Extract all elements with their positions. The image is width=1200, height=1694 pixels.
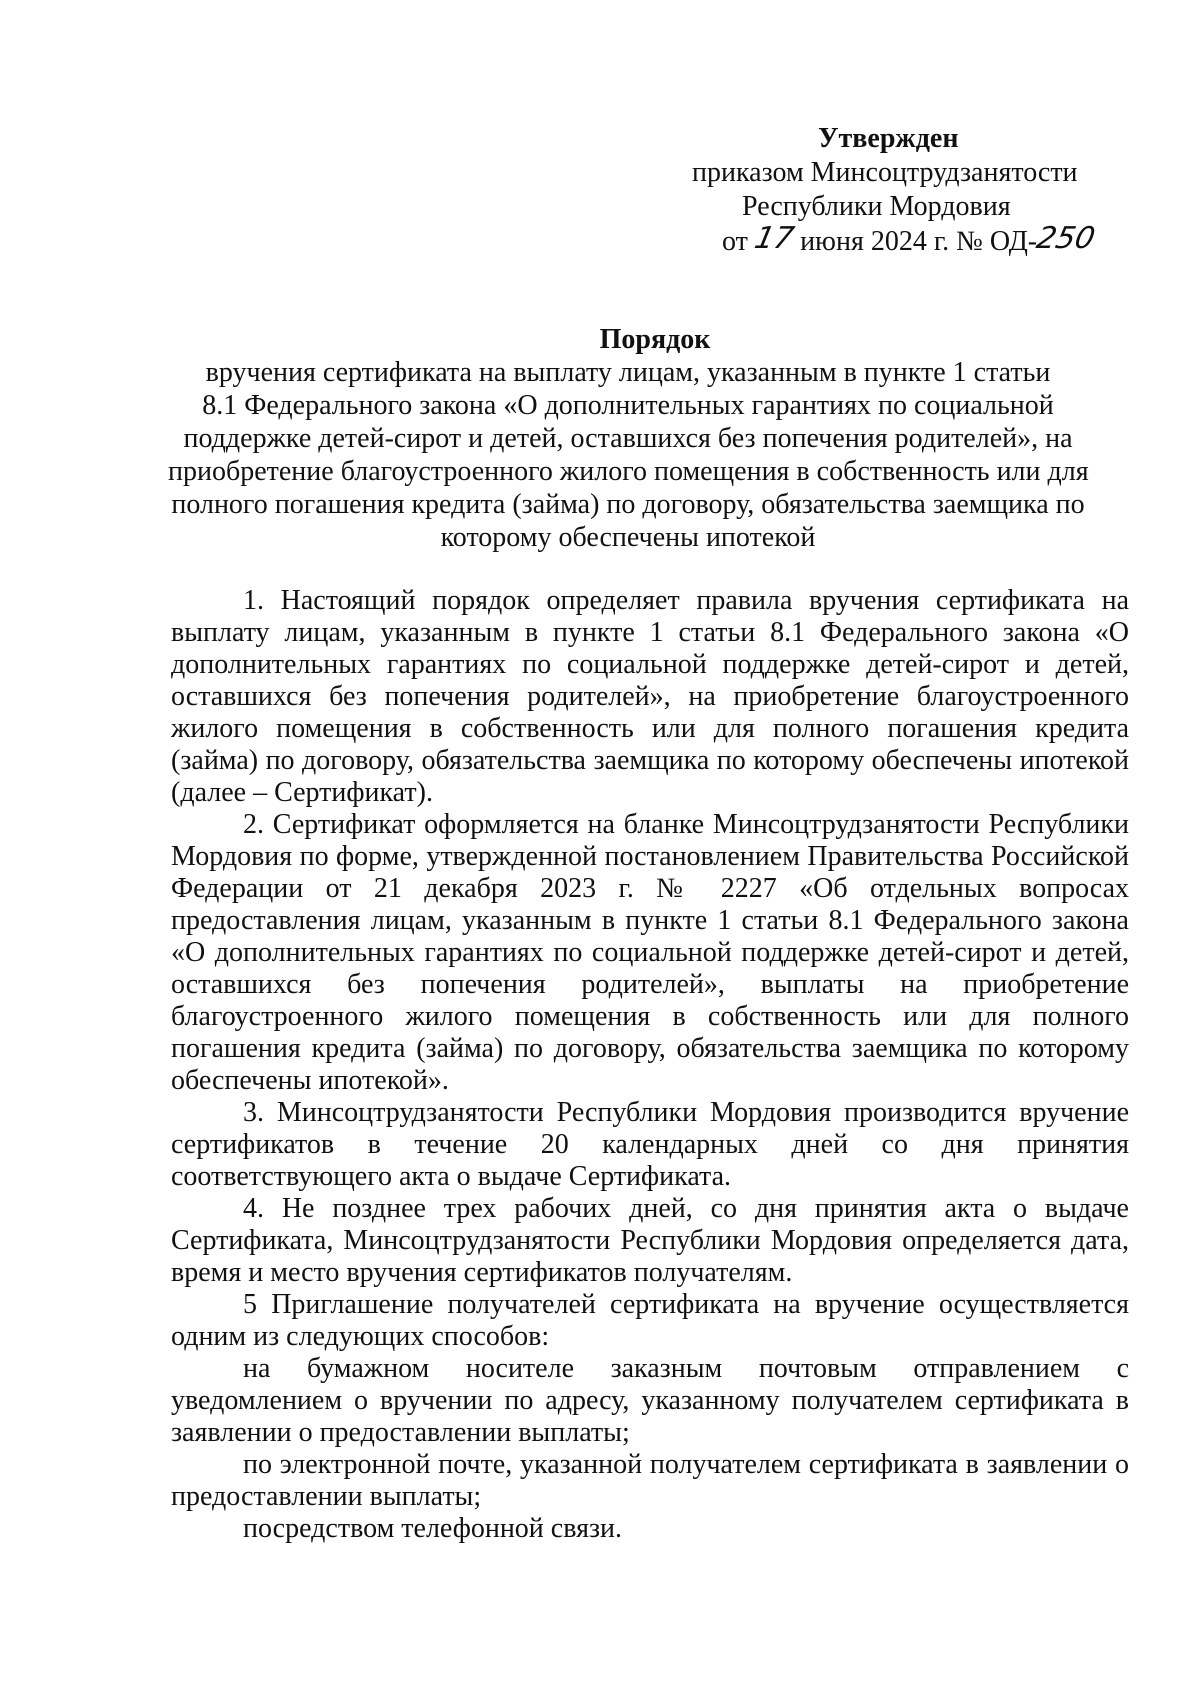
approval-republic-line: Республики Мордовия xyxy=(742,191,1011,222)
subtitle-line: приобретение благоустроенного жилого помещения в собственность или для xyxy=(168,456,1089,487)
approval-date-middle: июня 2024 г. № ОД- xyxy=(800,226,1038,257)
document-subtitle xyxy=(168,356,1088,554)
document-body xyxy=(171,585,1129,1545)
paragraph-1: 1. Настоящий порядок определяет правила вручения сертификата на выплату лицам, указанным в пункте 1 статьи 8.1 Федерального закона «О дополнительных гарантиях по социальной поддержке детей-сирот и детей, оставшихся без попечения родителей», на приобретение благоустроенного жилого помещения в собственность или для полного погашения кредита (займа) по договору, обязательства заемщика по которому обеспечены ипотекой (далее – Сертификат). xyxy=(171,585,1129,808)
subtitle-line: поддержке детей-сирот и детей, оставшихся без попечения родителей», на xyxy=(183,423,1073,454)
subtitle-line: полного погашения кредита (займа) по договору, обязательства заемщика по xyxy=(171,489,1085,520)
paragraph-5-option-phone: посредством телефонной связи. xyxy=(243,1513,622,1544)
handwritten-day: 17 xyxy=(751,221,797,256)
subtitle-line: которому обеспечены ипотекой xyxy=(440,522,816,553)
approval-order-line: приказом Минсоцтрудзанятости xyxy=(692,157,1078,188)
paragraph-4: 4. Не позднее трех рабочих дней, со дня принятия акта о выдаче Сертификата, Минсоцтрудзанятости Республики Мордовия определяется дата, время и место вручения сертификатов получателям. xyxy=(171,1193,1129,1288)
paragraph-3: 3. Минсоцтрудзанятости Республики Мордовия производится вручение сертификатов в течение 20 календарных дней со дня принятия соответствующего акта о выдаче Сертификата. xyxy=(171,1097,1129,1192)
approval-stamp xyxy=(640,122,1100,259)
approval-date-prefix: от xyxy=(722,226,748,257)
paragraph-5: 5 Приглашение получателей сертификата на вручение осуществляется одним из следующих способов: xyxy=(171,1289,1129,1352)
approval-title: Утвержден xyxy=(818,123,959,154)
subtitle-line: 8.1 Федерального закона «О дополнительных гарантиях по социальной xyxy=(202,390,1054,421)
paragraph-5-option-email: по электронной почте, указанной получателем сертификата в заявлении о предоставлении выплаты; xyxy=(171,1449,1129,1512)
document-title: Порядок xyxy=(599,324,711,355)
subtitle-line: вручения сертификата на выплату лицам, указанным в пункте 1 статьи xyxy=(205,357,1051,388)
paragraph-2: 2. Сертификат оформляется на бланке Минсоцтрудзанятости Республики Мордовия по форме, утвержденной постановлением Правительства Российской Федерации от 21 декабря 2023 г. № 2227 «Об отдельных вопросах предоставления лицам, указанным в пункте 1 статьи 8.1 Федерального закона «О дополнительных гарантиях по социальной поддержке детей-сирот и детей, оставшихся без попечения родителей», выплаты на приобретение благоустроенного жилого помещения в собственность или для полного погашения кредита (займа) по договору, обязательства заемщика по которому обеспечены ипотекой». xyxy=(171,809,1129,1096)
paragraph-5-option-mail: на бумажном носителе заказным почтовым отправлением с уведомлением о вручении по адресу, указанному получателем сертификата в заявлении о предоставлении выплаты; xyxy=(171,1353,1129,1448)
handwritten-order-number: 250 xyxy=(1033,221,1099,256)
approval-date-line xyxy=(640,221,1100,259)
